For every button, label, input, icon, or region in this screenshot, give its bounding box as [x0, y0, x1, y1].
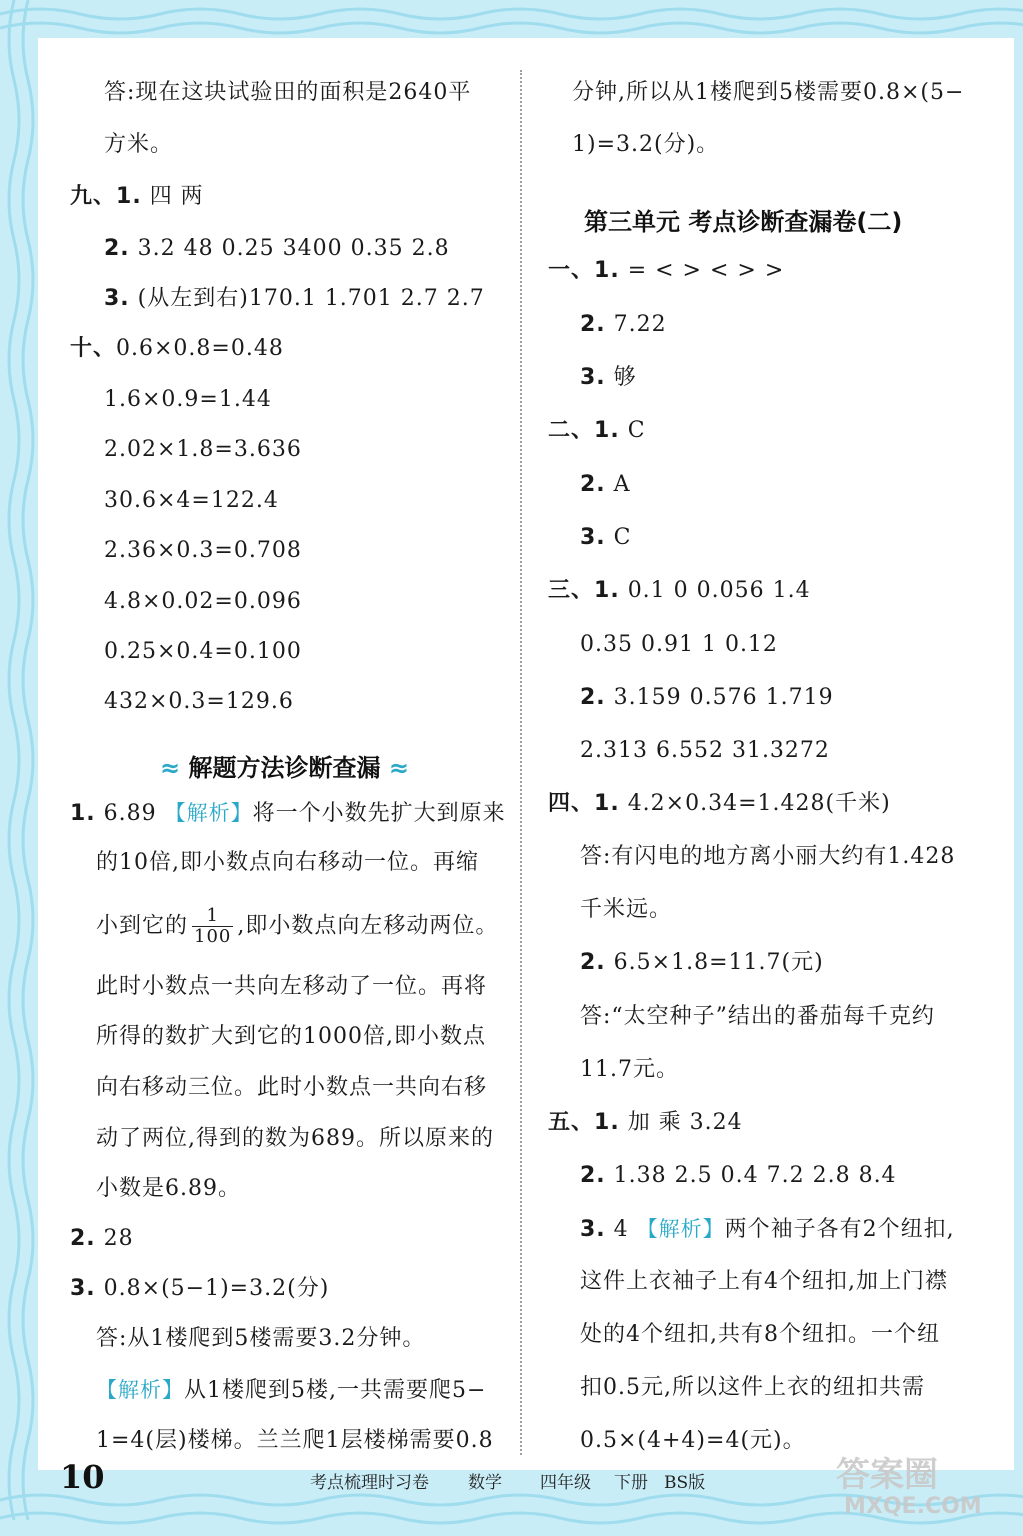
question-number: 1. [116, 184, 142, 209]
section-9-q2 [104, 234, 450, 264]
question-number: 3. [580, 525, 606, 550]
analysis-tag: 【解析】 [164, 801, 253, 825]
analysis-text: 0.5×(4+4)=4(元)。 [580, 1428, 806, 1453]
footer-grade: 四年级 [540, 1473, 591, 1493]
section-5-q2 [580, 1161, 897, 1191]
equation: 30.6×4=122.4 [104, 488, 279, 513]
answer-text: 2.313 6.552 31.3272 [580, 738, 830, 763]
question-number: 1. [594, 418, 620, 443]
fraction [192, 906, 233, 947]
equation: 0.25×0.4=0.100 [104, 639, 302, 664]
answer-value: 28 [103, 1226, 134, 1251]
question-number: 3. [104, 286, 130, 311]
title-text: 解题方法诊断查漏 [188, 754, 381, 782]
section-label: 一、 [548, 258, 595, 283]
analysis-text-with-fraction [96, 906, 498, 947]
footer-subject: 数学 [468, 1473, 502, 1493]
answer-line: 答:从1楼爬到5楼需要3.2分钟。 [96, 1326, 426, 1351]
answer-text: C [627, 418, 646, 443]
method-section-title [160, 748, 409, 783]
watermark-url: MXQE.COM [844, 1494, 982, 1519]
answer-value: 6.89 [103, 801, 157, 826]
question-number: 3. [580, 365, 606, 390]
answer-text: 6.5×1.8=11.7(元) [613, 950, 824, 975]
text-segment: 小到它的 [96, 913, 189, 939]
section-3-q1 [548, 576, 811, 606]
answer-text: 1.38 2.5 0.4 7.2 2.8 8.4 [613, 1163, 897, 1188]
question-number: 1. [594, 791, 620, 816]
section-4-q2 [580, 948, 824, 978]
question-number: 2. [70, 1226, 96, 1251]
answer-line-cont: 千米远。 [580, 897, 673, 922]
analysis-tag: 【解析】 [636, 1217, 725, 1241]
question-number: 1. [594, 578, 620, 603]
analysis-text: 处的4个纽扣,共有8个纽扣。一个纽 [580, 1322, 940, 1347]
section-2-q3 [580, 523, 632, 553]
wave-icon: ≈ [388, 754, 409, 782]
footer-volume: 下册 [614, 1473, 648, 1493]
section-2-q2 [580, 470, 631, 500]
section-5-q3 [580, 1214, 955, 1245]
answer-line-cont: 方米。 [104, 132, 174, 157]
analysis-text: 两个袖子各有2个纽扣, [724, 1217, 955, 1242]
section-4-q1 [548, 789, 891, 819]
section-5-q1 [548, 1108, 743, 1138]
question-number: 3. [580, 1217, 606, 1242]
section-10-eq1 [70, 334, 284, 364]
fraction-denominator: 100 [194, 926, 232, 947]
section-label: 三、 [548, 578, 595, 603]
section-label: 九、 [70, 184, 117, 209]
analysis-line [96, 1375, 486, 1406]
analysis-text: 此时小数点一共向左移动了一位。再将 [96, 974, 488, 999]
watermark-logo [836, 1456, 982, 1520]
analysis-text: 从1楼爬到5楼,一共需要爬5− [184, 1378, 487, 1403]
question-number: 2. [580, 685, 606, 710]
question-number: 1. [594, 258, 620, 283]
equation: 1.6×0.9=1.44 [104, 387, 272, 412]
answer-text: = < > < > > [627, 258, 785, 283]
equation: 432×0.3=129.6 [104, 689, 294, 714]
wave-icon: ≈ [160, 754, 181, 782]
section-1-q1 [548, 256, 784, 286]
answer-text: (从左到右)170.1 1.701 2.7 2.7 [137, 286, 485, 311]
answer-text: 0.1 0 0.056 1.4 [627, 578, 811, 603]
equation: 2.02×1.8=3.636 [104, 437, 302, 462]
equation: 0.6×0.8=0.48 [116, 336, 284, 361]
unit-title: 第三单元 考点诊断查漏卷(二) [584, 208, 903, 236]
analysis-text: 这件上衣袖子上有4个纽扣,加上门襟 [580, 1269, 948, 1294]
answer-text: 3.2 48 0.25 3400 0.35 2.8 [137, 236, 450, 261]
section-label: 十、 [70, 336, 117, 361]
section-9-q1 [70, 182, 204, 212]
section-2-q1 [548, 416, 646, 446]
answer-line: 答:有闪电的地方离小丽大约有1.428 [580, 844, 956, 869]
answer-text: 3.159 0.576 1.719 [613, 685, 834, 710]
analysis-text: 1=4(层)楼梯。兰兰爬1层楼梯需要0.8 [96, 1428, 494, 1453]
analysis-text: 动了两位,得到的数为689。所以原来的 [96, 1126, 494, 1151]
fraction-numerator: 1 [192, 906, 233, 927]
footer-edition: BS版 [664, 1473, 706, 1493]
question-number: 2. [104, 236, 130, 261]
answer-text: 4.2×0.34=1.428(千米) [627, 791, 891, 816]
analysis-text: 小数是6.89。 [96, 1176, 241, 1201]
question-number: 1. [594, 1110, 620, 1135]
footer-book-title: 考点梳理时习卷 [310, 1473, 429, 1493]
answer-line-cont: 11.7元。 [580, 1057, 679, 1082]
section-label: 二、 [548, 418, 595, 443]
answer-line: 答:现在这块试验田的面积是2640平 [104, 80, 472, 105]
section-1-q2 [580, 310, 667, 340]
answer-text: 7.22 [613, 312, 667, 337]
section-1-q3 [580, 363, 637, 393]
column-divider [520, 70, 522, 1455]
answer-text: 0.35 0.91 1 0.12 [580, 632, 778, 657]
question-number: 3. [70, 1276, 96, 1301]
answer-text: 够 [613, 365, 637, 390]
analysis-text: 分钟,所以从1楼爬到5楼需要0.8×(5− [572, 80, 965, 105]
question-number: 2. [580, 950, 606, 975]
answer-value: 0.8×(5−1)=3.2(分) [103, 1276, 330, 1301]
answer-line: 答:“太空种子”结出的番茄每千克约 [580, 1004, 935, 1029]
page-number: 10 [60, 1458, 105, 1496]
question-number: 2. [580, 472, 606, 497]
analysis-text: 所得的数扩大到它的1000倍,即小数点 [96, 1024, 486, 1049]
method-q1 [70, 798, 506, 829]
method-q3 [70, 1274, 329, 1304]
analysis-text: 扣0.5元,所以这件上衣的纽扣共需 [580, 1375, 925, 1400]
question-number: 2. [580, 1163, 606, 1188]
section-9-q3 [104, 284, 485, 314]
answer-text: 四 两 [149, 184, 204, 209]
question-number: 2. [580, 312, 606, 337]
analysis-text: 将一个小数先扩大到原来 [252, 801, 506, 826]
equation: 2.36×0.3=0.708 [104, 538, 302, 563]
watermark-text: 答案圈 [836, 1455, 938, 1495]
answer-text: C [613, 525, 632, 550]
method-q2 [70, 1224, 134, 1254]
analysis-text: 向右移动三位。此时小数点一共向右移 [96, 1075, 488, 1100]
answer-text: A [613, 472, 631, 497]
analysis-text: 的10倍,即小数点向右移动一位。再缩 [96, 850, 479, 875]
analysis-tag: 【解析】 [96, 1378, 184, 1402]
answer-text: 加 乘 3.24 [627, 1110, 743, 1135]
question-number: 1. [70, 801, 96, 826]
section-3-q2 [580, 683, 834, 713]
section-label: 四、 [548, 791, 595, 816]
text-segment: ,即小数点向左移动两位。 [237, 913, 499, 939]
analysis-text: 1)=3.2(分)。 [572, 132, 720, 157]
answer-value: 4 [613, 1217, 629, 1242]
equation: 4.8×0.02=0.096 [104, 589, 302, 614]
section-label: 五、 [548, 1110, 595, 1135]
